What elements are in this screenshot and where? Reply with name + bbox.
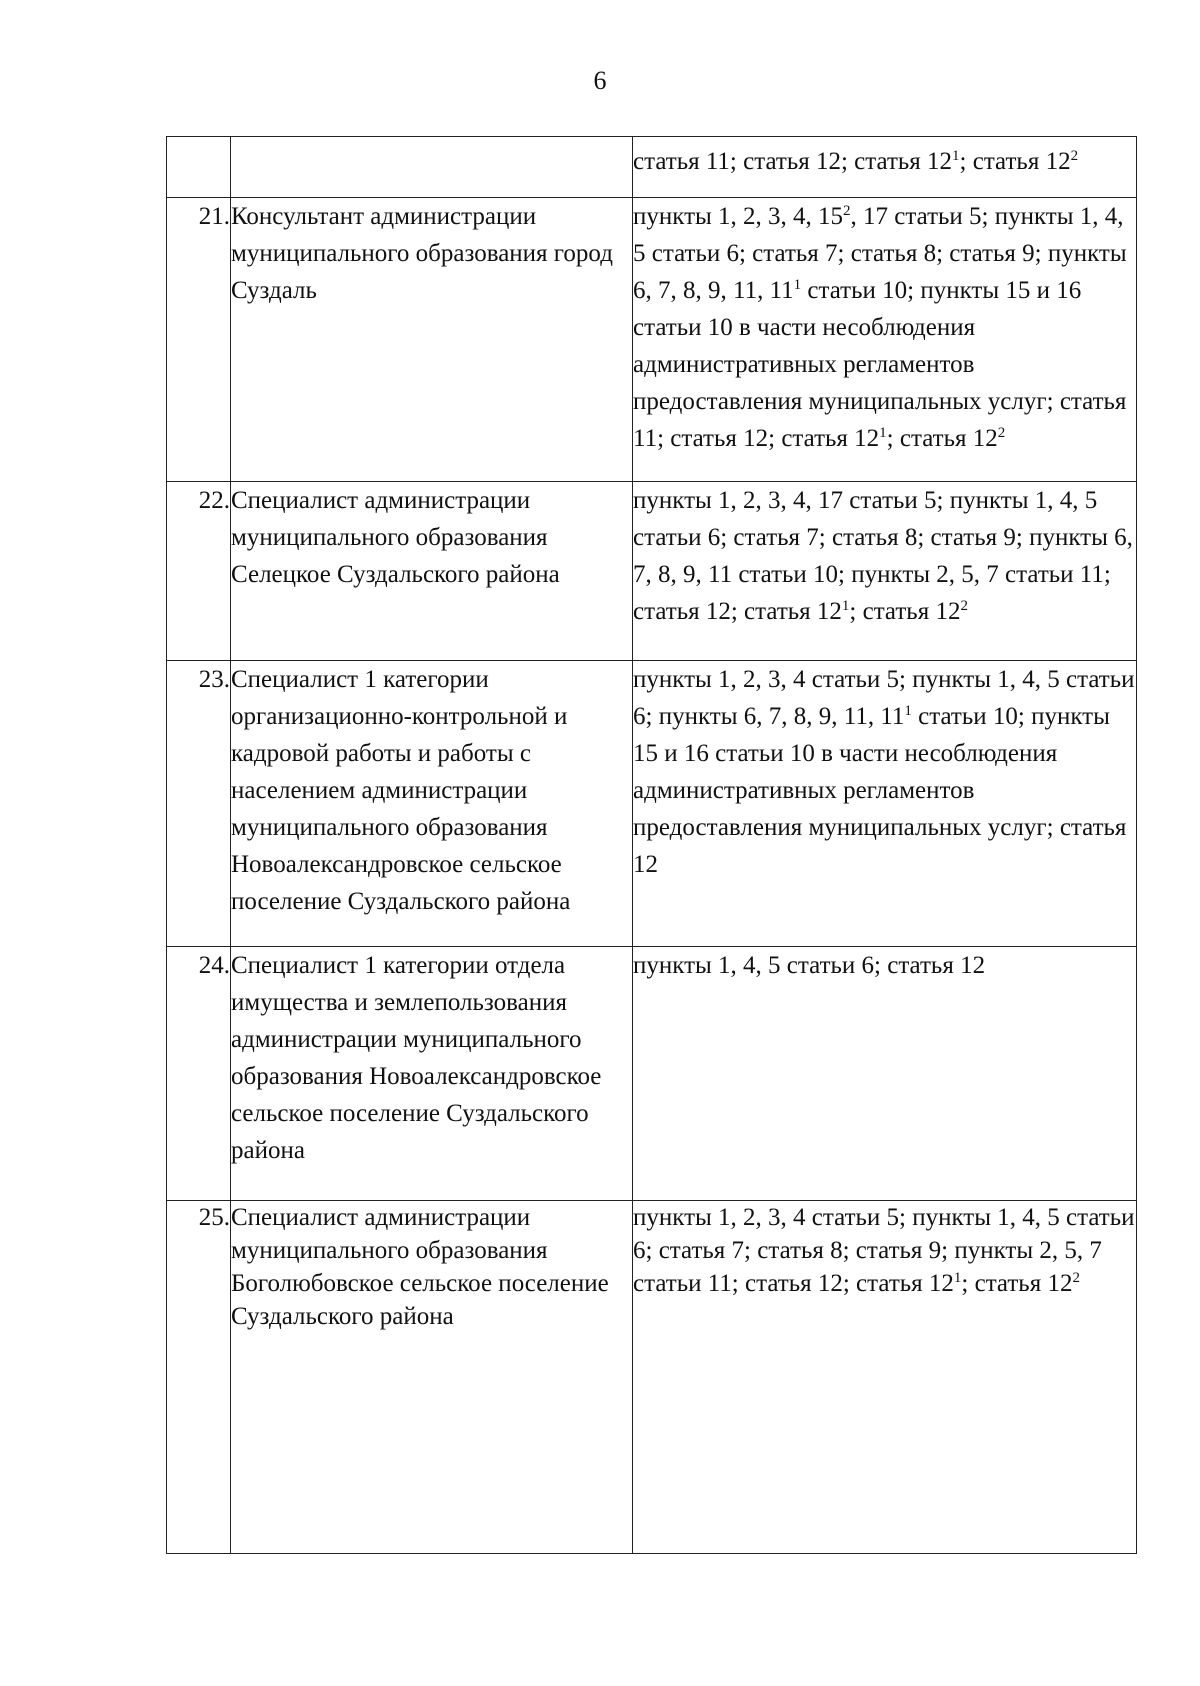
articles-text: пункты 1, 2, 3, 4, 15 xyxy=(633,203,844,230)
superscript-index: 2 xyxy=(960,598,968,614)
articles-text: пункты 1, 2, 3, 4, 17 статьи 5; пункты 1, 4, 5 статьи 6; статья 7; статья 8; статья 9; пункты 6, 7, 8, 9, 11 статьи 10; пункты 2, 5, 7 статьи 11; статья 12; статья 12 xyxy=(633,487,1133,625)
superscript-index: 1 xyxy=(879,425,887,441)
superscript-index: 1 xyxy=(793,277,802,293)
superscript-index: 1 xyxy=(952,148,960,164)
table-row xyxy=(167,137,1137,198)
position-cell: Консультант администрации муниципального образования город Суздаль xyxy=(231,198,633,482)
position-cell xyxy=(231,137,633,198)
officials-table xyxy=(166,136,1137,1554)
superscript-index: 1 xyxy=(904,703,912,719)
row-number: 24. xyxy=(167,947,231,1201)
position-cell: Специалист 1 категории отдела имущества и землепользования администрации муниципального образования Новоалександровское сельское поселение Суздальского района xyxy=(231,947,633,1201)
articles-text: статьи 10; пункты 15 и 16 статьи 10 в части несоблюдения административных регламентов предоставления муниципальных услуг; статья 12 xyxy=(633,703,1127,878)
table-row xyxy=(167,198,1137,482)
articles-text: пункты 1, 2, 3, 4 статьи 5; пункты 1, 4, 5 статьи 6; статья 7; статья 8; статья 9; пункты 2, 5, 7 статьи 11; статья 12; статья 12 xyxy=(633,1204,1135,1297)
table-row xyxy=(167,1201,1137,1554)
position-cell: Специалист администрации муниципального образования Боголюбовское сельское поселение Суздальского района xyxy=(231,1201,633,1554)
position-cell: Специалист администрации муниципального образования Селецкое Суздальского района xyxy=(231,482,633,661)
articles-cell xyxy=(633,482,1137,661)
articles-text: пункты 1, 2, 3, 4 статьи 5; пункты 1, 4, 5 статьи 6; пункты 6, 7, 8, 9, 11, 11 xyxy=(633,666,1135,730)
superscript-index: 2 xyxy=(843,203,851,219)
articles-text: статья 11; статья 12; статья 12 xyxy=(633,148,953,175)
articles-cell xyxy=(633,1201,1137,1554)
page-number: 6 xyxy=(593,66,607,95)
articles-text: ; статья 12 xyxy=(961,1270,1073,1297)
articles-text: пункты 1, 4, 5 статьи 6; статья 12 xyxy=(633,952,986,979)
superscript-index: 1 xyxy=(841,598,850,614)
articles-text: ; статья 12 xyxy=(886,425,998,452)
row-number xyxy=(167,137,231,198)
superscript-index: 2 xyxy=(1072,1270,1080,1286)
articles-cell xyxy=(633,947,1137,1201)
superscript-index: 2 xyxy=(997,425,1006,441)
table-row xyxy=(167,482,1137,661)
superscript-index: 1 xyxy=(953,1270,962,1286)
articles-cell xyxy=(633,137,1137,198)
articles-cell xyxy=(633,661,1137,947)
superscript-index: 2 xyxy=(1070,148,1079,164)
position-cell: Специалист 1 категории организационно-контрольной и кадровой работы и работы с населением администрации муниципального образования Новоалександровское сельское поселение Суздальского района xyxy=(231,661,633,947)
row-number: 25. xyxy=(167,1201,231,1554)
table-row xyxy=(167,947,1137,1201)
articles-cell xyxy=(633,198,1137,482)
articles-text: ; статья 12 xyxy=(849,598,961,625)
articles-text: статьи 10; пункты 15 и 16 статьи 10 в части несоблюдения административных регламентов предоставления муниципальных услуг; статья 11; статья 12; статья 12 xyxy=(633,277,1127,452)
row-number: 22. xyxy=(167,482,231,661)
articles-text: , 17 статьи 5; пункты 1, 4, 5 статьи 6; статья 7; статья 8; статья 9; пункты 6, 7, 8, 9, 11, 11 xyxy=(633,203,1127,304)
row-number: 21. xyxy=(167,198,231,482)
table-row xyxy=(167,661,1137,947)
articles-text: ; статья 12 xyxy=(959,148,1071,175)
row-number: 23. xyxy=(167,661,231,947)
